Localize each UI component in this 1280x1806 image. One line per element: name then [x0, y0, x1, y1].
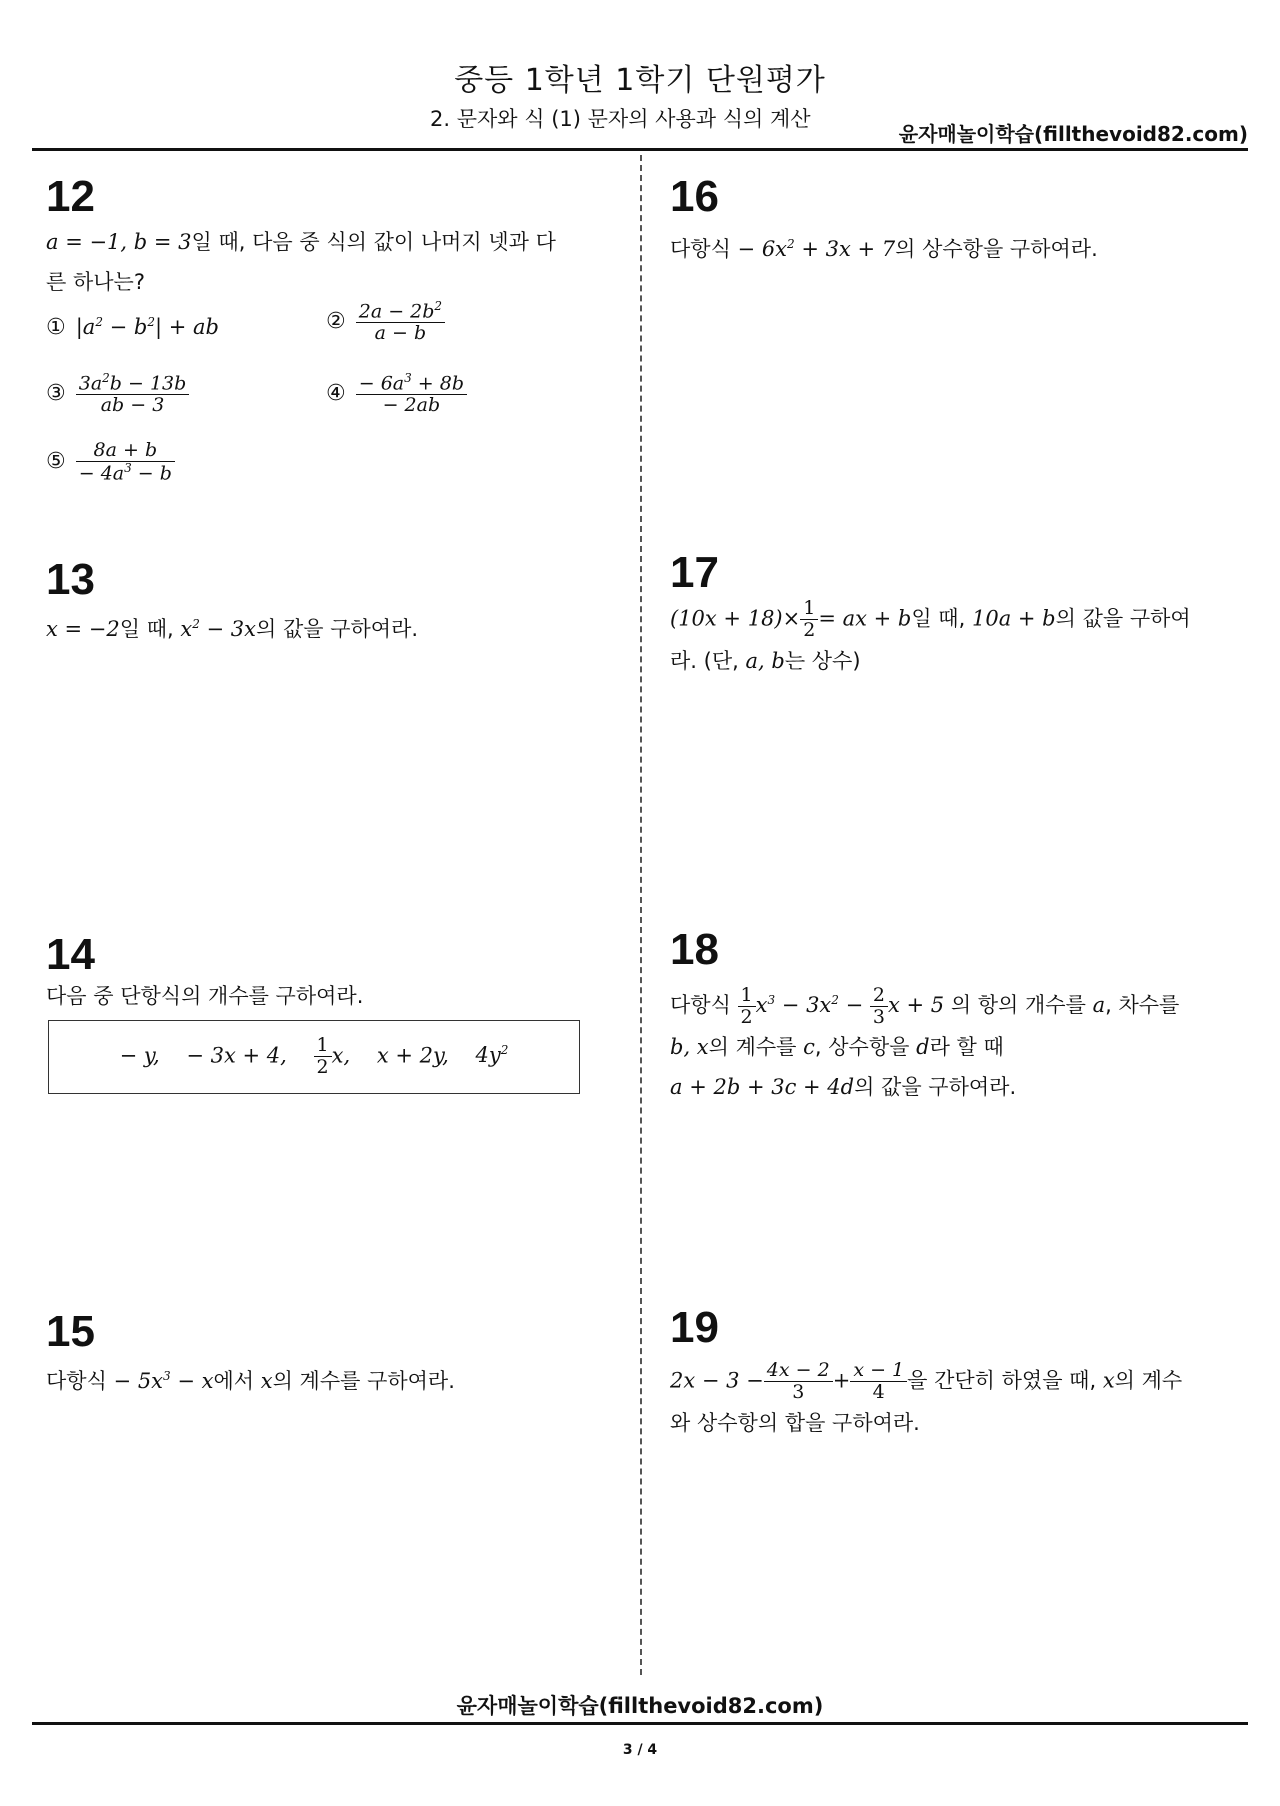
page-number: 3 / 4: [622, 1742, 658, 1758]
question-number-15: 15: [46, 1307, 95, 1356]
q12-condition: a = −1, b = 3: [46, 230, 192, 254]
choice-3: ③ $\frac{3a^2b - 13b}{ab - 3}$: [46, 372, 189, 416]
question-number-16: 16: [670, 172, 719, 221]
page-subtitle: 2. 문자와 식 (1) 문자의 사용과 식의 계산: [430, 107, 811, 131]
question-17-text: (10x + 18)× $\frac{1}{2}$ = ax + b일 때, 10a + b의 값을 구하여 라. (단, a, b는 상수): [670, 597, 1191, 673]
choice-4: ④ $\frac{- 6a^3 + 8b}{- 2ab}$: [326, 372, 467, 416]
question-19-text: 2x − 3 − $\frac{4x - 2}{3}$ + $\frac{x - 1}{4}$ 을 간단히 하였을 때, x의 계수 와 상수항의 합을 구하여라.: [670, 1359, 1183, 1435]
choice-5: ⑤ $\frac{8a + b}{- 4a^3 - b}$: [46, 440, 175, 484]
question-13-text: x = −2일 때, $x^2 - 3x$의 값을 구하여라.: [46, 617, 419, 641]
question-number-17: 17: [670, 548, 719, 597]
question-number-19: 19: [670, 1303, 719, 1352]
header-rule: [32, 148, 1248, 151]
question-number-12: 12: [46, 172, 95, 221]
choice-1: ① $|a^2 - b^2|$ + ab: [46, 315, 219, 340]
footer-rule: [32, 1722, 1248, 1725]
choice-2: ② $\frac{2a - 2b^2}{a - b}$: [326, 300, 445, 344]
question-15-text: 다항식 − $5x^3 - x$에서 x의 계수를 구하여라.: [46, 1369, 455, 1393]
page-title: 중등 1학년 1학기 단원평가: [454, 63, 826, 98]
question-12-text: a = −1, b = 3일 때, 다음 중 식의 값이 나머지 넷과 다 른 하나는?: [46, 230, 556, 294]
column-divider: [640, 155, 642, 1675]
question-number-13: 13: [46, 555, 95, 604]
question-number-14: 14: [46, 930, 95, 979]
question-16-text: 다항식 − $6x^2 + 3x + 7$의 상수항을 구하여라.: [670, 237, 1098, 261]
question-18-text: 다항식 $\frac{1}{2}$ $x^3 - 3x^2$ − $\frac{2}{3}$ x + 5 의 항의 개수를 a, 차수를 b, x의 계수를 c, 상수항을 d라 할 때 a + 2b + 3c + 4d의 값을 구하여라.: [670, 983, 1180, 1100]
footer-brand: 윤자매놀이학습(fillthevoid82.com): [456, 1694, 824, 1718]
question-number-18: 18: [670, 925, 719, 974]
question-14-text: 다음 중 단항식의 개수를 구하여라.: [46, 984, 364, 1008]
header-brand: 윤자매놀이학습(fillthevoid82.com): [898, 122, 1248, 146]
expression-list: − y, − 3x + 4, $\frac{1}{2}$ x, x + 2y, $4y^2$: [119, 1034, 509, 1078]
expression-box: [48, 1020, 580, 1094]
